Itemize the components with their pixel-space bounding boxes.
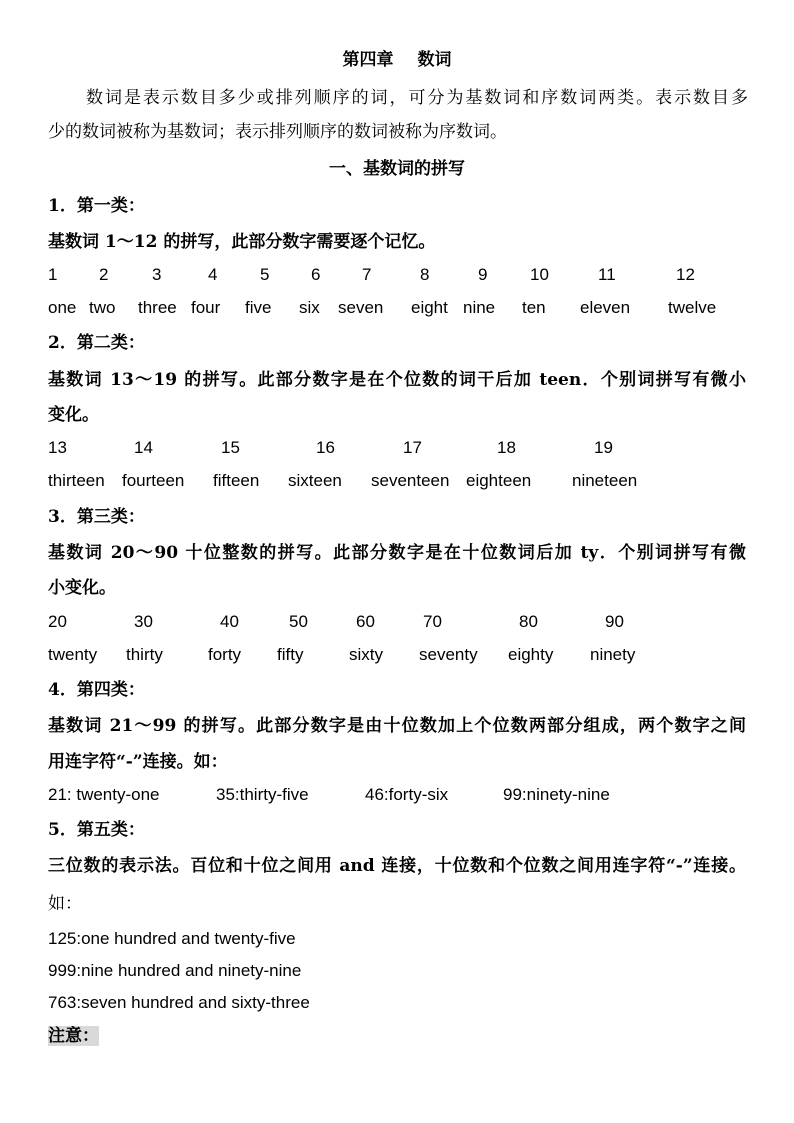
category-2-description-1 xyxy=(48,368,746,392)
number-cell: 16 xyxy=(316,438,335,457)
category-2-heading: 2．第二类： xyxy=(48,333,145,353)
chapter-number: 第四章 xyxy=(342,50,394,70)
category-3-numbers xyxy=(48,612,748,636)
category-2-description-text: 基数词 13～19 的拼写。此部分数字是在个位数的词干后加 teen．个别词拼写有微小 xyxy=(48,370,746,390)
word-cell: six xyxy=(299,298,320,317)
category-5-description-1 xyxy=(48,854,746,878)
category-5-description-text: 三位数的表示法。百位和十位之间用 and 连接，十位数和个位数之间用连字符“-”连接。 xyxy=(48,856,746,876)
word-cell: seven xyxy=(338,298,384,317)
category-5-description-2: 如： xyxy=(48,894,82,914)
category-3-description-2: 小变化。 xyxy=(48,578,116,598)
word-cell: forty xyxy=(208,645,242,664)
number-cell: 13 xyxy=(48,438,67,457)
chapter-name: 数词 xyxy=(417,50,452,70)
category-2-words xyxy=(48,471,748,495)
category-1-description: 基数词 1～12 的拼写，此部分数字需要逐个记忆。 xyxy=(48,232,436,252)
intro-line-1 xyxy=(86,86,748,110)
word-cell: eleven xyxy=(580,298,631,317)
word-cell: nine xyxy=(463,298,496,317)
number-cell: 18 xyxy=(497,438,516,457)
example-cell: 35:thirty-five xyxy=(216,785,309,804)
word-cell: ninety xyxy=(590,645,636,664)
number-cell: 19 xyxy=(594,438,613,457)
number-cell: 4 xyxy=(208,265,218,284)
category-3-words xyxy=(48,645,748,669)
word-cell: thirty xyxy=(126,645,163,664)
category-4-description-1 xyxy=(48,714,746,738)
word-cell: eighteen xyxy=(466,471,532,490)
category-4-description-text: 基数词 21～99 的拼写。此部分数字是由十位数加上个位数两部分组成，两个数字之间 xyxy=(48,716,746,736)
section-title: 一、基数词的拼写 xyxy=(329,159,465,179)
category-1-heading: 1．第一类： xyxy=(48,196,145,216)
word-cell: two xyxy=(89,298,116,317)
category-2-description-2: 变化。 xyxy=(48,405,99,425)
number-cell: 40 xyxy=(220,612,239,631)
intro-text-1: 数词是表示数目多少或排列顺序的词，可分为基数词和序数词两类。表示数目多 xyxy=(86,88,748,108)
word-cell: seventy xyxy=(419,645,478,664)
note-label xyxy=(48,1024,99,1048)
example-cell: 99:ninety-nine xyxy=(503,785,610,804)
category-4-examples xyxy=(48,785,748,809)
word-cell: sixteen xyxy=(288,471,342,490)
word-cell: seventeen xyxy=(371,471,450,490)
word-cell: twenty xyxy=(48,645,98,664)
word-cell: nineteen xyxy=(572,471,638,490)
intro-line-2: 少的数词被称为基数词；表示排列顺序的数词被称为序数词。 xyxy=(48,122,507,142)
word-cell: fifteen xyxy=(213,471,260,490)
category-2-numbers xyxy=(48,438,748,462)
number-cell: 1 xyxy=(48,265,58,284)
category-4-description-2: 用连字符“-”连接。如： xyxy=(48,752,228,772)
number-cell: 7 xyxy=(362,265,372,284)
word-cell: five xyxy=(245,298,272,317)
word-cell: thirteen xyxy=(48,471,105,490)
word-cell: eight xyxy=(411,298,448,317)
word-cell: fifty xyxy=(277,645,304,664)
word-cell: one xyxy=(48,298,77,317)
number-cell: 15 xyxy=(221,438,240,457)
chapter-title xyxy=(0,48,794,72)
category-5-example-2: 999:nine hundred and ninety-nine xyxy=(48,961,302,980)
number-cell: 70 xyxy=(423,612,442,631)
number-cell: 80 xyxy=(519,612,538,631)
category-5-example-3: 763:seven hundred and sixty-three xyxy=(48,993,310,1012)
number-cell: 90 xyxy=(605,612,624,631)
number-cell: 5 xyxy=(260,265,270,284)
category-5-heading: 5．第五类： xyxy=(48,820,145,840)
number-cell: 30 xyxy=(134,612,153,631)
category-3-description-1 xyxy=(48,541,746,565)
word-cell: sixty xyxy=(349,645,383,664)
number-cell: 60 xyxy=(356,612,375,631)
number-cell: 17 xyxy=(403,438,422,457)
number-cell: 20 xyxy=(48,612,67,631)
category-3-heading: 3．第三类： xyxy=(48,507,145,527)
word-cell: three xyxy=(138,298,177,317)
number-cell: 12 xyxy=(676,265,695,284)
category-4-heading: 4．第四类： xyxy=(48,680,145,700)
number-cell: 3 xyxy=(152,265,162,284)
number-cell: 2 xyxy=(99,265,109,284)
category-1-words xyxy=(48,298,748,322)
number-cell: 6 xyxy=(311,265,321,284)
number-cell: 10 xyxy=(530,265,549,284)
category-5-example-1: 125:one hundred and twenty-five xyxy=(48,929,296,948)
example-cell: 46:forty-six xyxy=(365,785,449,804)
number-cell: 11 xyxy=(598,265,616,284)
number-cell: 14 xyxy=(134,438,153,457)
number-cell: 9 xyxy=(478,265,488,284)
note-label-text: 注意： xyxy=(48,1026,99,1046)
category-3-description-text: 基数词 20～90 十位整数的拼写。此部分数字是在十位数词后加 ty．个别词拼写有微 xyxy=(48,543,746,563)
word-cell: twelve xyxy=(668,298,717,317)
word-cell: four xyxy=(191,298,221,317)
number-cell: 50 xyxy=(289,612,308,631)
number-cell: 8 xyxy=(420,265,430,284)
word-cell: ten xyxy=(522,298,546,317)
word-cell: fourteen xyxy=(122,471,185,490)
example-cell: 21: twenty-one xyxy=(48,785,160,804)
word-cell: eighty xyxy=(508,645,554,664)
category-1-numbers xyxy=(48,265,748,289)
